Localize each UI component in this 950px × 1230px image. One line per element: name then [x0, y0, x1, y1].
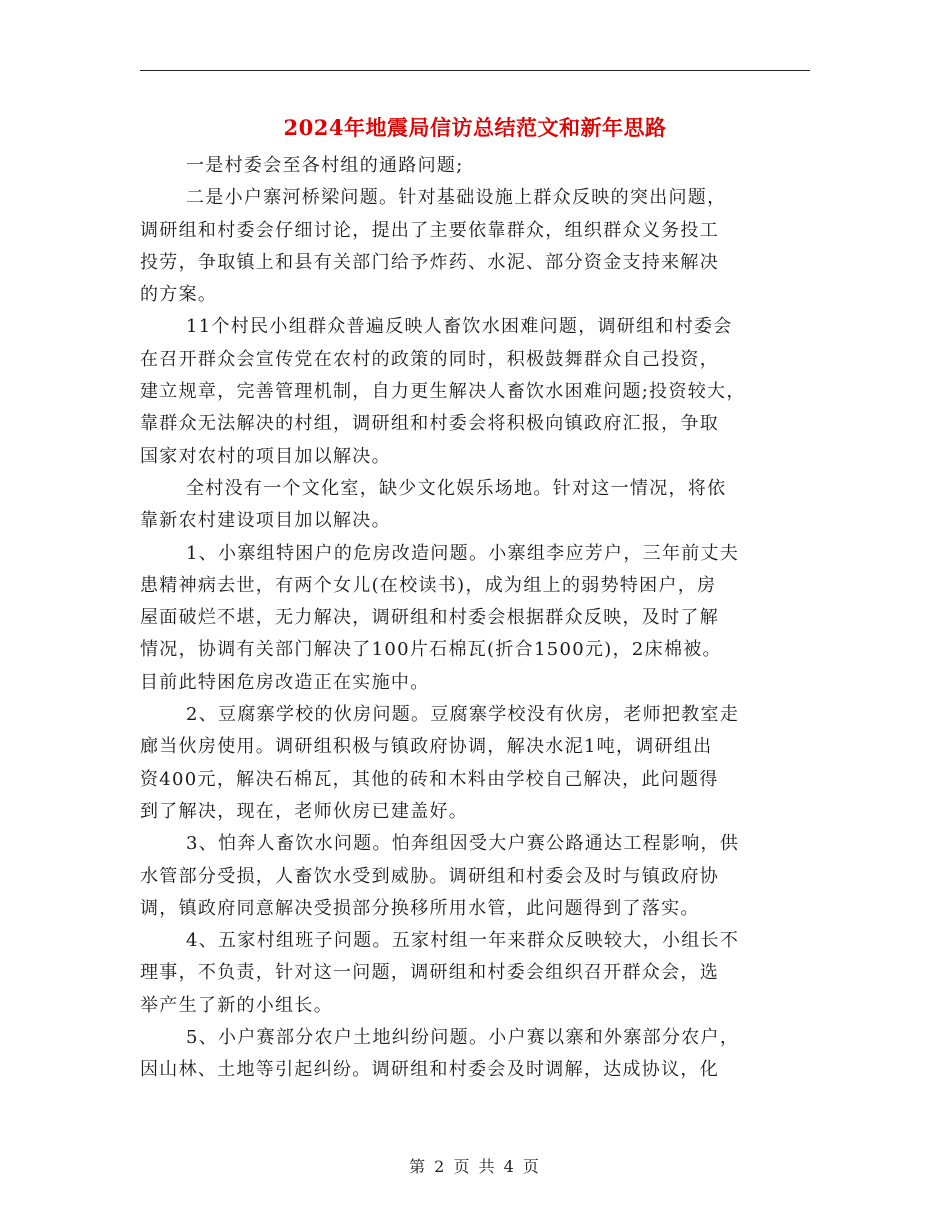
text-line: 一是村委会至各村组的通路问题; — [186, 155, 464, 176]
text-line: 3、怕奔人畜饮水问题。怕奔组因受大户赛公路通达工程影响，供 — [186, 833, 740, 855]
text-line: 4、五家村组班子问题。五家村组一年来群众反映较大，小组长不 — [186, 930, 740, 952]
text-line: 2、豆腐寨学校的伙房问题。豆腐寨学校没有伙房，老师把教室走 — [186, 704, 740, 726]
text-line: 投劳，争取镇上和县有关部门给予炸药、水泥、部分资金支持来解决 — [140, 251, 719, 273]
text-line: 理事，不负责，针对这一问题，调研组和村委会组织召开群众会，选 — [140, 962, 719, 984]
document-title: 2024年地震局信访总结范文和新年思路 — [283, 115, 667, 140]
paragraph — [140, 1022, 810, 1087]
text-line: 调，镇政府同意解决受损部分换移所用水管，此问题得到了落实。 — [140, 897, 700, 919]
text-line: 建立规章，完善管理机制，自力更生解决人畜饮水困难问题;投资较大， — [140, 381, 746, 403]
text-line: 到了解决，现在，老师伙房已建盖好。 — [140, 800, 469, 822]
text-line: 因山林、土地等引起纠纷。调研组和村委会及时调解，达成协议，化 — [140, 1059, 719, 1081]
text-line: 举产生了新的小组长。 — [140, 994, 333, 1016]
text-line: 资400元，解决石棉瓦，其他的砖和木料由学校自己解决，此问题得 — [140, 768, 719, 790]
text-line: 在召开群众会宣传党在农村的政策的同时，积极鼓舞群众自己投资， — [140, 348, 719, 370]
text-line: 调研组和村委会仔细讨论，提出了主要依靠群众，组织群众义务投工 — [140, 219, 719, 241]
paragraph — [140, 182, 810, 311]
text-line: 全村没有一个文化室，缺少文化娱乐场地。针对这一情况，将依 — [186, 477, 727, 499]
page-number: 第 2 页 共 4 页 — [409, 1157, 541, 1176]
paragraph — [140, 925, 810, 1022]
paragraph — [140, 150, 810, 182]
text-line: 5、小户赛部分农户土地纠纷问题。小户赛以寨和外寨部分农户， — [186, 1027, 740, 1049]
paragraph — [140, 699, 810, 828]
text-line: 的方案。 — [140, 284, 218, 306]
text-line: 患精神病去世，有两个女儿(在校读书)，成为组上的弱势特困户，房 — [140, 574, 717, 596]
text-line: 屋面破烂不堪，无力解决，调研组和村委会根据群众反映，及时了解 — [140, 607, 719, 629]
paragraph — [140, 311, 810, 472]
text-line: 目前此特困危房改造正在实施中。 — [140, 671, 430, 693]
text-line: 11个村民小组群众普遍反映人畜饮水困难问题，调研组和村委会 — [186, 316, 733, 338]
text-line: 廊当伙房使用。调研组积极与镇政府协调，解决水泥1吨，调研组出 — [140, 736, 713, 758]
document-body — [140, 150, 810, 1087]
text-line: 靠群众无法解决的村组，调研组和村委会将积极向镇政府汇报，争取 — [140, 413, 719, 435]
paragraph — [140, 828, 810, 925]
header-rule — [140, 70, 810, 71]
text-line: 情况，协调有关部门解决了100片石棉瓦(折合1500元)，2床棉被。 — [140, 639, 722, 661]
text-line: 国家对农村的项目加以解决。 — [140, 445, 391, 467]
text-line: 靠新农村建设项目加以解决。 — [140, 510, 391, 532]
text-line: 二是小户寨河桥梁问题。针对基础设施上群众反映的突出问题， — [186, 187, 727, 209]
text-line: 1、小寨组特困户的危房改造问题。小寨组李应芳户，三年前丈夫 — [186, 542, 740, 564]
paragraph — [140, 538, 810, 699]
paragraph — [140, 473, 810, 538]
text-line: 水管部分受损，人畜饮水受到威胁。调研组和村委会及时与镇政府协 — [140, 865, 719, 887]
